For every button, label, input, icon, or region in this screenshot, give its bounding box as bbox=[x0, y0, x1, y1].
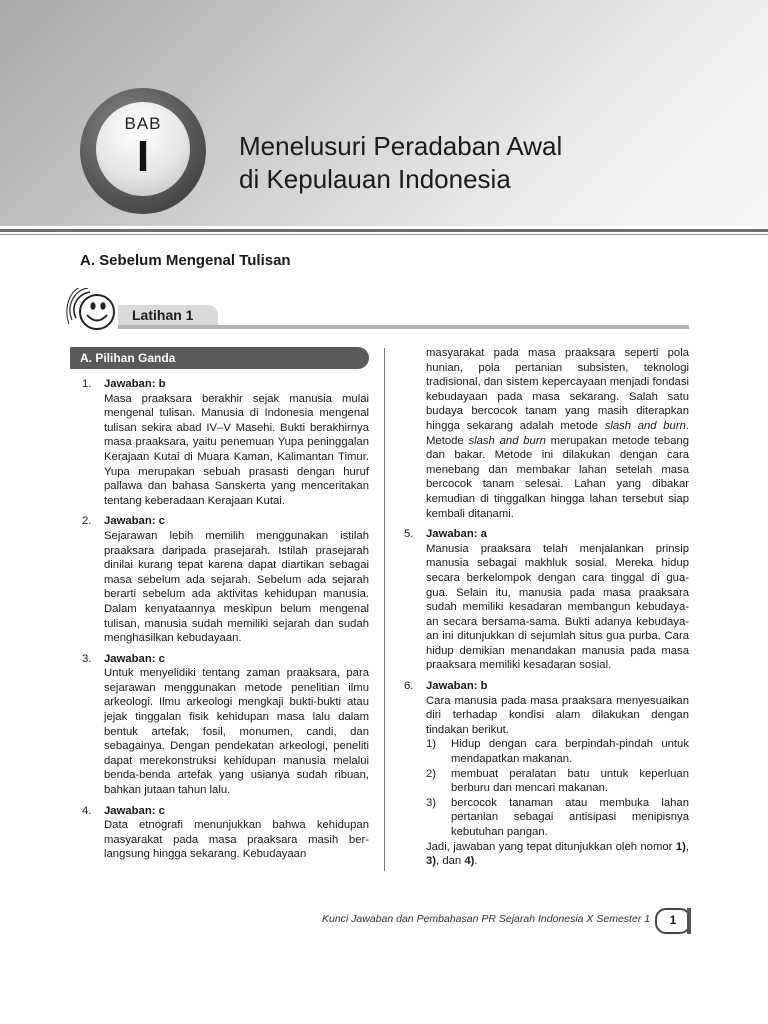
page-number: 1 bbox=[669, 913, 677, 927]
conclusion-choice-1: 1) bbox=[675, 840, 686, 853]
right-column bbox=[404, 346, 689, 875]
cont-text-c: merupakan metode tebang dan bakar. Metode ini dilakukan dengan cara menebang dan membakar lahan setelah masa bercocok tanam selesai. Lahan yang dibakar kemudian di tinggalkan hingga lahan tersebut siap kembali ditanami. bbox=[426, 434, 689, 520]
sub-item-2 bbox=[426, 767, 689, 796]
conclusion-text: Jadi, jawaban yang tepat ditunjukkan oleh nomor bbox=[426, 840, 673, 853]
item-number: 5. bbox=[404, 528, 414, 541]
sub-item-text: Hidup dengan cara berpindah-pindah untuk mendapatkan makanan. bbox=[451, 738, 689, 766]
answer-key: Jawaban: b bbox=[104, 378, 166, 390]
page-number-box bbox=[655, 908, 691, 934]
cont-italic-a: slash and burn bbox=[604, 419, 686, 432]
explanation: Masa praaksara berakhir sejak manusia mulai mengenal tulisan. Manusia di Indonesia mengenal tulisan sekira abad IV–V Masehi. Bukti berakhirnya masa praaksara, yaitu penemuan Yupa peninggalan Kerajaan Kutai di Muara Kaman, Kalimantan Timur. Yupa merupakan sebuah prasasti dengan huruf pallawa dan bahasa Sanskerta yang menceritakan tentang keberadaan Kerajaan Kutai. bbox=[104, 392, 369, 507]
answer-key: Jawaban: a bbox=[426, 528, 487, 541]
answer-item-1 bbox=[82, 377, 369, 508]
answer-key: Jawaban: c bbox=[104, 515, 165, 528]
chapter-badge bbox=[80, 88, 206, 214]
explanation: Manusia praaksara telah menjalankan prinsip manusia sebagai makhluk sosial. Mereka hidup secara berkelompok dengan cara tinggal di gua- gua. Selain itu, manusia pada masa praaksara sudah memiliki kesadaran membangun kebudaya- an secara bersama-sama. Bukti adanya kebudaya- an ini ditunjukkan di sejumlah situs gua purba. Cara hidup demikian menandakan manusia pada masa praaksara memiliki kesadaran sosial. bbox=[426, 542, 689, 672]
explanation: Data etnografi menunjukkan bahwa kehidupan masyarakat pada masa praaksara masih ber- langsung hingga sekarang. Kebudayaan bbox=[104, 819, 369, 861]
explanation: Untuk menyelidiki tentang zaman praaksara, para sejarawan menggunakan metode penelitian ilmu arkeologi. Ilmu arkeologi mengkaji bukti-bukti atau jejak tinggalan fisik kehidupan masa lalu dalam bentuk artefak, fosil, monumen, candi, dan sebagainya. Dengan pendekatan arkeologi, peneliti dapat merekonstruksi kehidupan manusia melalui benda-benda artefak yang usianya sudah ribuan, bahkan jutaan tahun lalu. bbox=[104, 667, 369, 797]
sub-item-3 bbox=[426, 796, 689, 840]
explanation: Cara manusia pada masa praaksara menyesuaikan diri terhadap kondisi alam dilakukan dengan tindakan berikut. bbox=[426, 694, 689, 736]
chapter-badge-inner bbox=[96, 102, 190, 196]
answer-item-5 bbox=[404, 527, 689, 673]
conclusion bbox=[426, 840, 689, 869]
sub-item-text: membuat peralatan batu untuk keperluan berburu dan mencari makanan. bbox=[451, 767, 689, 795]
chapter-title-line1: Menelusuri Peradaban Awal bbox=[239, 131, 563, 161]
item-number: 2. bbox=[82, 515, 92, 528]
column-divider bbox=[384, 348, 385, 871]
sub-item-number: 2) bbox=[426, 767, 437, 780]
bab-label: BAB bbox=[124, 114, 162, 133]
answer-key: Jawaban: b bbox=[426, 680, 488, 693]
answer-item-4 bbox=[82, 804, 369, 862]
answer-item-2 bbox=[82, 514, 369, 645]
banner-rule bbox=[0, 229, 768, 232]
section-heading: A. Sebelum Mengenal Tulisan bbox=[80, 252, 291, 269]
sub-item-number: 1) bbox=[426, 738, 437, 751]
item-number: 6. bbox=[404, 680, 414, 693]
footer-rule bbox=[687, 908, 691, 934]
conclusion-choice-3: 4) bbox=[464, 855, 475, 868]
answer-item-4-continued bbox=[404, 346, 689, 521]
sub-item-number: 3) bbox=[426, 796, 437, 809]
conclusion-end: . bbox=[474, 855, 478, 868]
cont-text-a: masyarakat pada masa praaksara seperti pola hunian, pola pertanian subsisten, teknologi tradisional, dan sistem kepercayaan menjadi fondasi kebudayaan pada masa sekarang. Salah satu budaya bercocok tanam yang masih diterapkan hingga sekarang adalah metode bbox=[426, 347, 689, 432]
chapter-number: I bbox=[136, 132, 150, 181]
left-column bbox=[82, 377, 369, 868]
conclusion-sep-1: , bbox=[685, 840, 689, 853]
chapter-title-line2: di Kepulauan Indonesia bbox=[239, 164, 511, 194]
chapter-title bbox=[239, 130, 562, 196]
explanation: Sejarawan lebih memilih menggunakan istilah praaksara daripada prasejarah. Istilah prasejarah dinilai kurang tepat karena dapat diartikan sebagai masa sebelum ada sejarah. Sebelum ada sejarah berarti sebelum ada aktivitas kehidupan manusia. Dalam kenyataannya meskipun belum mengenal tulisan, manusia sudah memiliki sejarah dan sudah menghasilkan kebudayaan. bbox=[104, 529, 369, 645]
banner-rule-thin bbox=[0, 234, 768, 235]
footer-text: Kunci Jawaban dan Pembahasan PR Sejarah Indonesia X Semester 1 bbox=[322, 913, 651, 925]
sub-item-text: bercocok tanaman atau membuka lahan pertanian sebagai antisipasi menipisnya kebutuhan pangan. bbox=[451, 796, 689, 838]
item-number: 3. bbox=[82, 652, 92, 665]
conclusion-sep-2: , dan bbox=[436, 855, 465, 868]
item-number: 4. bbox=[82, 804, 92, 817]
item-number: 1. bbox=[82, 378, 92, 390]
latihan-label: Latihan 1 bbox=[132, 307, 194, 323]
explanation-continued bbox=[426, 346, 689, 521]
cont-italic-b: slash and burn bbox=[468, 434, 546, 447]
sub-item-1 bbox=[426, 737, 689, 766]
pilihan-ganda-label: A. Pilihan Ganda bbox=[80, 351, 176, 365]
answer-item-3 bbox=[82, 652, 369, 798]
conclusion-choice-2: 3) bbox=[426, 855, 437, 868]
smiley-icon bbox=[66, 288, 122, 336]
answer-key: Jawaban: c bbox=[104, 652, 165, 665]
answer-key: Jawaban: c bbox=[104, 804, 165, 817]
latihan-rule bbox=[118, 325, 689, 329]
cont-text-b: . Metode bbox=[426, 419, 689, 447]
answer-item-6 bbox=[404, 679, 689, 869]
